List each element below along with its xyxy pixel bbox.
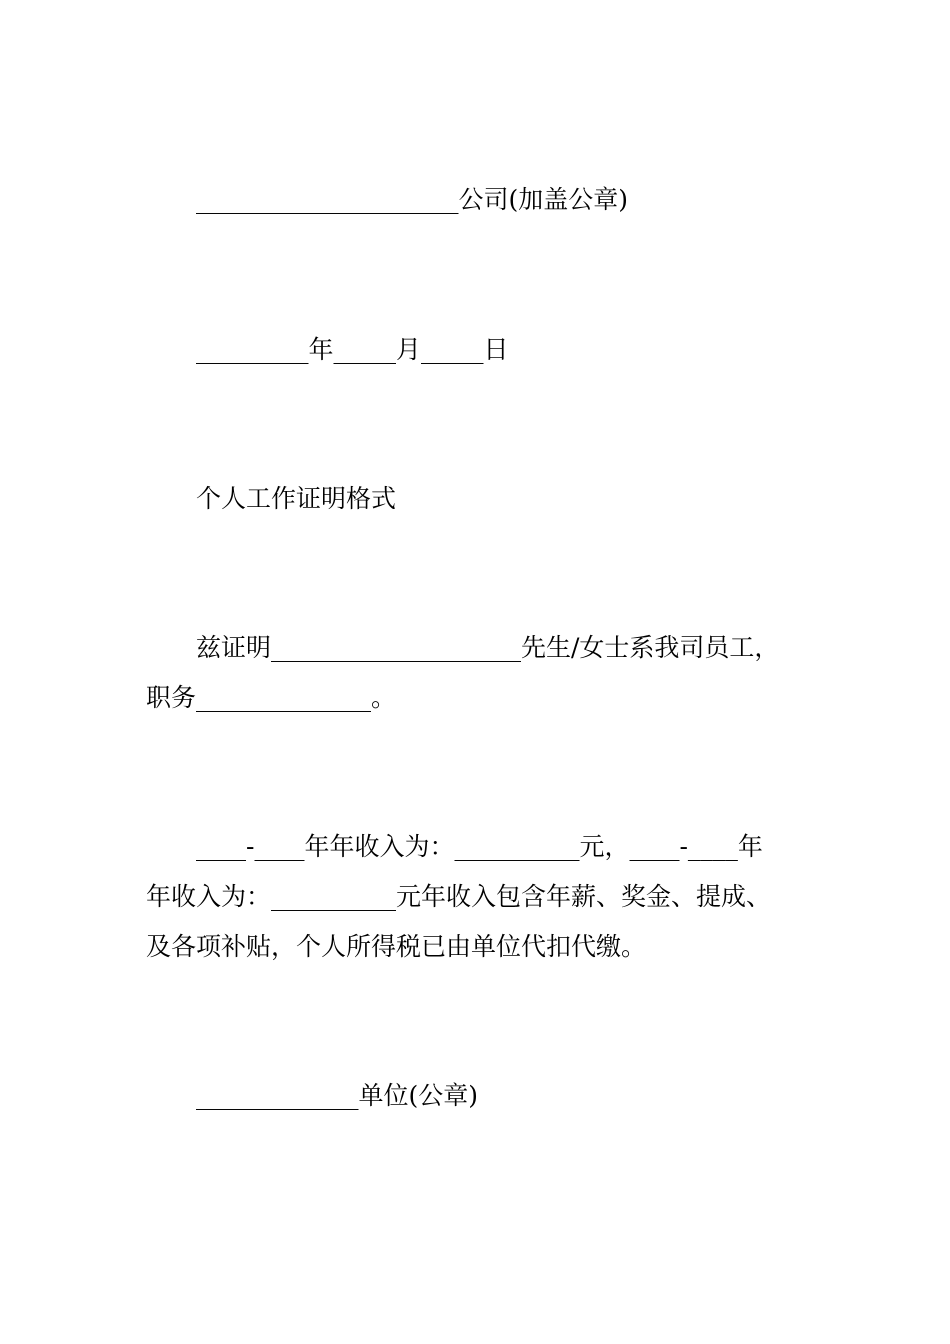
income-line-1: ____-____年年收入为：__________元，____-____年 (196, 832, 763, 861)
certify-line-2: 职务______________。 (146, 683, 397, 712)
unit-seal-line: _____________单位(公章) (196, 1081, 479, 1110)
company-seal-line: _____________________公司(加盖公章) (196, 185, 629, 214)
income-line-2: 年收入为：__________元年收入包含年薪、奖金、提成、 (146, 882, 772, 911)
certify-line-1: 兹证明____________________先生/女士系我司员工， (196, 633, 780, 662)
date-line: _________年_____月_____日 (196, 335, 509, 364)
income-line-3: 及各项补贴，个人所得税已由单位代扣代缴。 (146, 932, 647, 961)
section-title: 个人工作证明格式 (196, 484, 397, 513)
